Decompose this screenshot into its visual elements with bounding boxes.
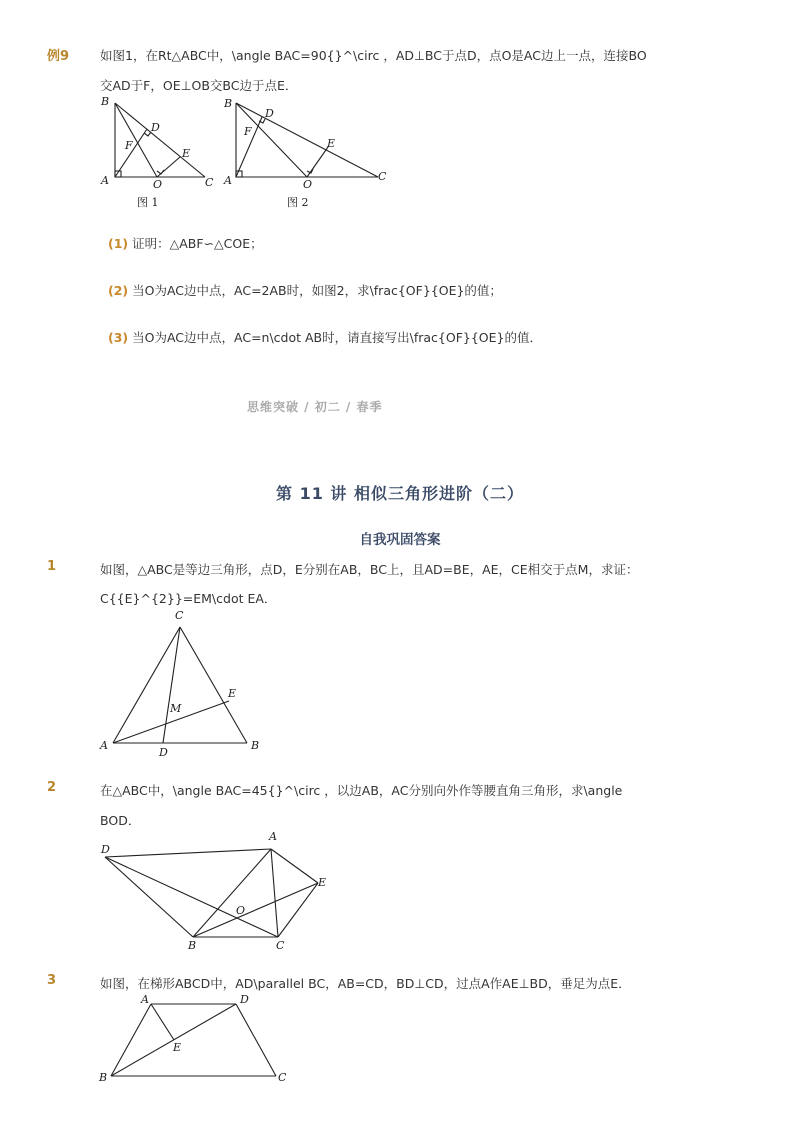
fig1-label-o: O [153,178,163,191]
p1-label-a: A [100,739,108,752]
section-title: 自我巩固答案 [359,532,441,548]
problem-3-number: 3 [47,973,57,988]
fig1-label-e: E [182,147,191,160]
lecture-title: 第 11 讲 相似三角形进阶（二） [276,484,524,503]
problem-2-figure [95,825,345,955]
figure-1 [95,95,225,215]
page-footer: 思维突破 / 初二 / 春季 [247,400,383,414]
fig1-label-b: B [101,95,110,108]
problem-2-line-2: BOD． [100,813,141,828]
problem-2-line-1: 在△ABC中，\angle BAC=45{}^\circ ，以边AB，AC分别向外作等腰直角三角形，求\angle [100,783,623,798]
fig2-label-a: A [224,174,232,187]
p2-label-a: A [269,830,277,843]
p1-label-e: E [228,687,237,700]
p1-label-b: B [251,739,260,752]
p1-label-c: C [175,609,184,622]
p3-label-a: A [141,993,149,1006]
fig1-label-f: F [125,139,133,152]
p1-label-d: D [159,746,168,759]
p2-label-c: C [276,939,285,952]
p2-label-e: E [318,876,327,889]
fig2-label-e: E [327,137,336,150]
p2-label-d: D [101,843,110,856]
p3-label-e: E [173,1041,182,1054]
question-3: (3) 当O为AC边中点，AC=n\cdot AB时，请直接写出\frac{OF}{OE}的值． [108,330,542,345]
problem-1-figure [95,605,270,760]
p3-label-c: C [278,1071,287,1084]
fig1-caption: 图 1 [137,196,159,209]
fig2-label-f: F [244,125,252,138]
problem-3-line-1: 如图，在梯形ABCD中，AD\parallel BC，AB=CD，BD⊥CD，过点A作AE⊥BD，垂足为点E． [100,976,631,991]
fig2-caption: 图 2 [287,196,309,209]
fig2-label-d: D [265,107,274,120]
question-1: (1) 证明：△ABF∽△COE； [108,236,263,251]
example-label: 例9 [47,49,70,64]
p1-label-m: M [170,702,182,715]
fig1-label-a: A [101,174,109,187]
fig2-label-b: B [224,97,233,110]
problem-3-figure [95,990,305,1090]
problem-1-line-1: 如图，△ABC是等边三角形，点D，E分别在AB，BC上，且AD=BE，AE，CE相交于点M，求证： [100,562,639,577]
figure-2 [220,95,395,215]
fig2-label-c: C [378,170,387,183]
p2-label-o: O [236,904,246,917]
p3-label-d: D [240,993,249,1006]
p3-label-b: B [99,1071,108,1084]
example-line-2: 交AD于F，OE⊥OB交BC边于点E． [100,78,298,93]
fig1-label-d: D [151,121,160,134]
problem-2-number: 2 [47,780,57,795]
example-line-1: 如图1，在Rt△ABC中，\angle BAC=90{}^\circ ，AD⊥BC于点D，点O是AC边上一点，连接BO [100,48,647,63]
fig2-label-o: O [303,178,313,191]
fig1-label-c: C [205,176,214,189]
problem-1-line-2: C{{E}^{2}}=EM\cdot EA． [100,591,277,606]
problem-1-number: 1 [47,559,57,574]
p2-label-b: B [188,939,197,952]
question-2: (2) 当O为AC边中点，AC=2AB时，如图2，求\frac{OF}{OE}的值； [108,283,502,298]
